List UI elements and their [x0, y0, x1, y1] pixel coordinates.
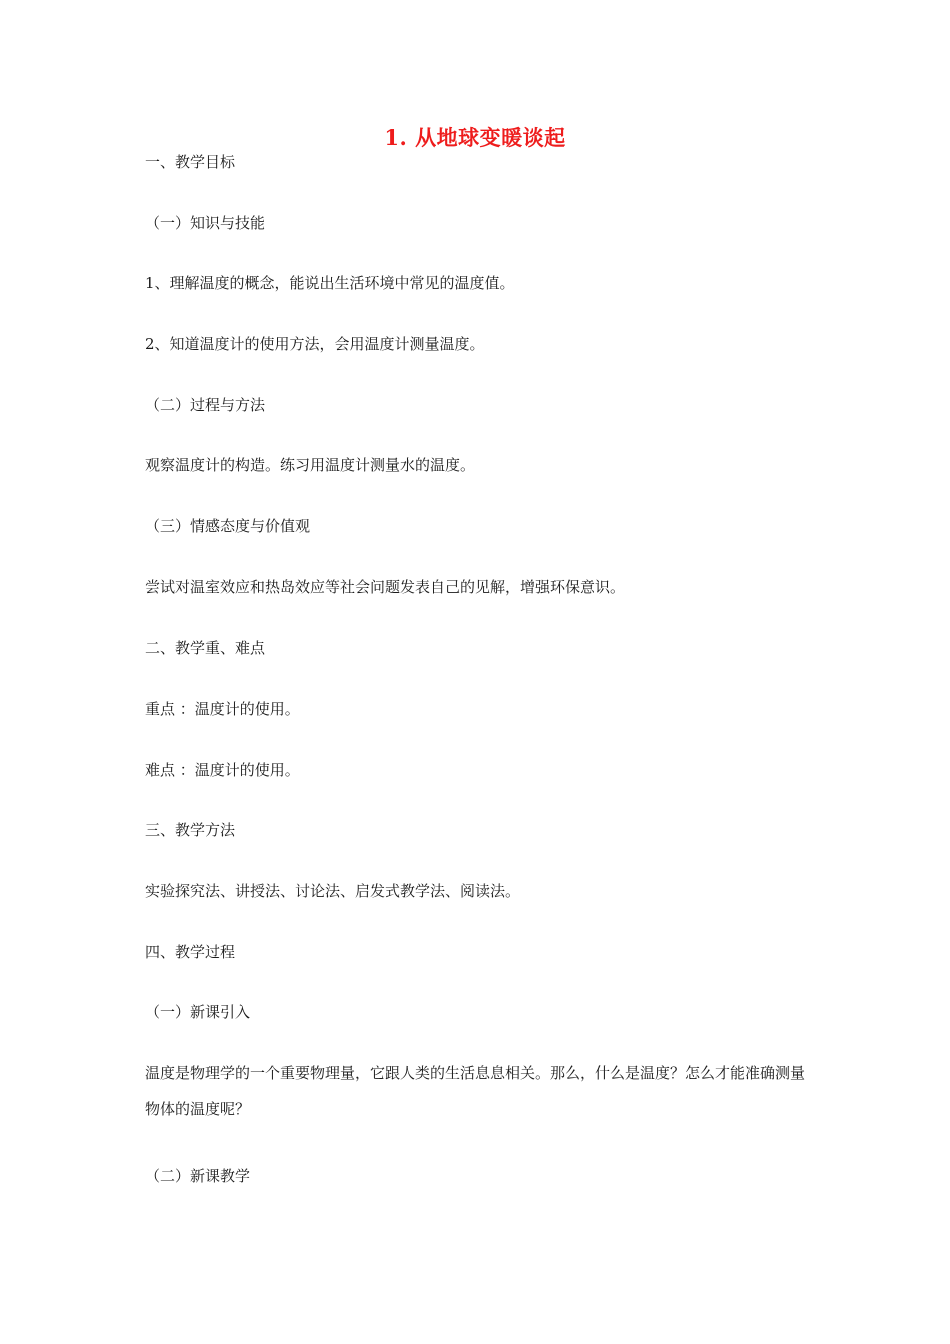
document-title: 1. 从地球变暖谈起	[384, 125, 566, 150]
keypoint-text: 重点 ：温度计的使用。	[145, 700, 300, 718]
subsection-heading-new-lesson: （二）新课教学	[145, 1167, 251, 1185]
difficulty-text: 难点 ：温度计的使用。	[145, 761, 300, 779]
methods-text: 实验探究法、讲授法、讨论法、启发式教学法、阅读法。	[145, 882, 521, 900]
section-heading-methods: 三、教学方法	[145, 821, 236, 839]
attitude-text: 尝试对温室效应和热岛效应等社会问题发表自己的见解，增强环保意识。	[145, 578, 626, 596]
section-heading-keypoints: 二、教学重、难点	[145, 639, 266, 657]
subsection-heading-knowledge: （一）知识与技能	[145, 214, 266, 232]
objective-item-1: 1、理解温度的概念，能说出生活环境中常见的温度值。	[145, 274, 515, 292]
subsection-heading-attitude: （三）情感态度与价值观	[145, 517, 311, 535]
subsection-heading-intro: （一）新课引入	[145, 1003, 251, 1021]
intro-text: 温度是物理学的一个重要物理量，它跟人类的生活息息相关。那么，什么是温度？怎么才能准确测量物体的温度呢？	[145, 1064, 806, 1118]
section-heading-objectives: 一、教学目标	[145, 153, 236, 171]
objective-item-2: 2、知道温度计的使用方法，会用温度计测量温度。	[145, 335, 485, 353]
subsection-heading-process: （二）过程与方法	[145, 396, 266, 414]
process-text: 观察温度计的构造。练习用温度计测量水的温度。	[145, 456, 476, 474]
section-heading-process-steps: 四、教学过程	[145, 943, 236, 961]
